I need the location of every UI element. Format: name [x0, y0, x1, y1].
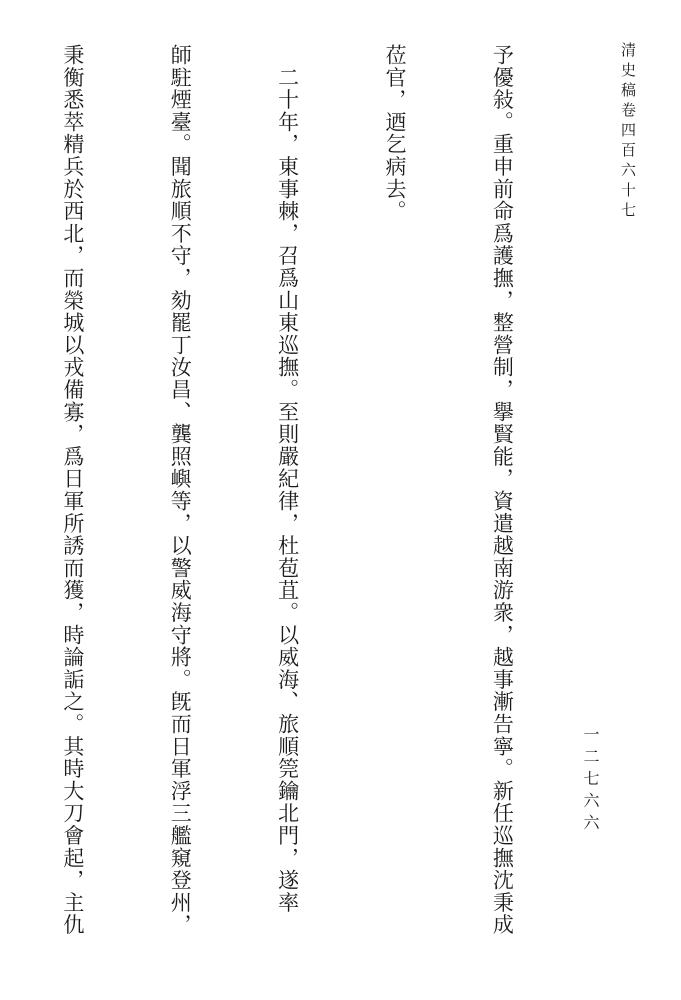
text-line: 莅官，迺乞病去。 [383, 44, 408, 223]
book-title: 清史稿卷四百六十七 [619, 42, 637, 222]
text-line: 予優敍。重申前命爲護撫，整營制，擧賢能，資遣越南游衆，越事漸告寧。新任巡撫沈秉成 [490, 44, 515, 936]
text-line: 二十年，東事棘，召爲山東巡撫。至則嚴紀律，杜苞苴。以威海、旅順筦鑰北門，遂率 [275, 44, 300, 914]
body-text-column [60, 44, 591, 944]
text-line: 秉衡悉萃精兵於西北，而榮城以戎備寡，爲日軍所誘而獲，時論詬之。其時大刀會起，主仇 [60, 44, 85, 936]
text-line: 師駐煙臺。聞旅順不守，劾罷丁汝昌、龔照嶼等，以警威海守將。旣而日軍浮三艦窺登州， [168, 44, 193, 936]
page-number: 一二七六六 [581, 726, 600, 836]
